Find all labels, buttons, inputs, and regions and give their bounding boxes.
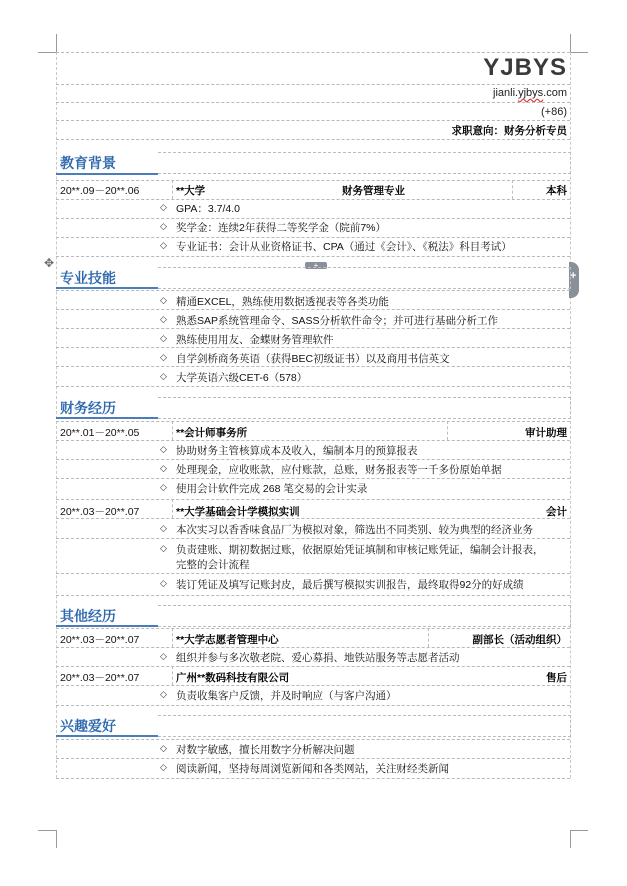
diamond-bullet-icon: ◇ — [160, 762, 167, 772]
diamond-bullet-icon: ◇ — [160, 352, 167, 362]
section-title-other: 其他经历 — [60, 608, 116, 624]
cell-divider — [172, 499, 173, 518]
diamond-bullet-icon: ◇ — [160, 202, 167, 212]
entry-major: 财务管理专业 — [342, 185, 405, 197]
diamond-bullet-icon: ◇ — [160, 651, 167, 661]
entry-date: 20**.09－20**.06 — [60, 185, 140, 197]
row-line — [56, 478, 570, 479]
list-item: 专业证书：会计从业资格证书、CPA（通过《会计》、《税法》科目考试） — [176, 241, 512, 253]
entry-role: 售后 — [546, 672, 567, 684]
section-underline — [56, 417, 158, 419]
cell-divider — [447, 421, 448, 440]
row-line — [56, 685, 570, 686]
row-line — [56, 518, 570, 519]
list-item: 阅读新闻，坚持每周浏览新闻和各类网站，关注财经类新闻 — [176, 763, 449, 775]
list-item: 完整的会计流程 — [176, 559, 250, 571]
list-item: 装订凭证及填写记账封皮，最后撰写模拟实训报告，最终取得92分的好成绩 — [176, 579, 524, 591]
website[interactable] — [493, 87, 567, 99]
row-line — [56, 739, 570, 740]
diamond-bullet-icon: ◇ — [160, 444, 167, 454]
row-line — [56, 573, 570, 574]
crop-mark — [570, 34, 571, 52]
row-line — [56, 459, 570, 460]
list-item: 负责建账、期初数据过账，依据原始凭证填制和审核记账凭证，编制会计报表， — [176, 544, 544, 556]
row-line — [56, 256, 570, 257]
diamond-bullet-icon: ◇ — [160, 482, 167, 492]
cell-divider — [512, 180, 513, 199]
list-item: 熟悉SAP系统管理命令、SASS分析软件命令；并可进行基础分析工作 — [176, 315, 499, 327]
crop-mark — [570, 830, 588, 831]
row-line — [56, 705, 570, 706]
section-title-filler — [158, 397, 571, 419]
section-title-finance: 财务经历 — [60, 400, 116, 416]
diamond-bullet-icon: ◇ — [160, 371, 167, 381]
entry-date: 20**.01－20**.05 — [60, 427, 140, 439]
row-line — [56, 440, 570, 441]
diamond-bullet-icon: ◇ — [160, 240, 167, 250]
diamond-bullet-icon: ◇ — [160, 221, 167, 231]
row-line — [56, 309, 570, 310]
row-line — [56, 199, 570, 200]
entry-role: 会计 — [546, 506, 567, 518]
cell-divider — [172, 421, 173, 440]
entry-date: 20**.03－20**.07 — [60, 672, 140, 684]
row-line — [56, 218, 570, 219]
diamond-bullet-icon: ◇ — [160, 333, 167, 343]
section-title-skills: 专业技能 — [60, 270, 116, 286]
list-item: 使用会计软件完成 268 笔交易的会计实录 — [176, 483, 368, 495]
add-column-icon: + — [570, 270, 577, 282]
row-line — [56, 421, 570, 422]
row-line — [56, 499, 570, 500]
row-line — [56, 647, 570, 648]
entry-org: **会计师事务所 — [176, 427, 248, 439]
section-title-filler — [158, 605, 571, 627]
row-line — [56, 180, 570, 181]
insert-row-icon[interactable]: + — [305, 262, 327, 269]
list-item: 本次实习以香香味食品厂为模拟对象，筛选出不同类别、较为典型的经济业务 — [176, 524, 533, 536]
crop-mark — [38, 52, 56, 53]
diamond-bullet-icon: ◇ — [160, 578, 167, 588]
entry-org: 广州**数码科技有限公司 — [176, 672, 290, 684]
row-line — [56, 628, 570, 629]
row-line — [56, 666, 570, 667]
entry-degree: 本科 — [546, 185, 567, 197]
list-item: 精通EXCEL，熟练使用数据透视表等各类功能 — [176, 296, 389, 308]
list-item: 对数字敏感，擅长用数字分析解决问题 — [176, 744, 355, 756]
diamond-bullet-icon: ◇ — [160, 523, 167, 533]
cell-divider — [172, 628, 173, 647]
row-line — [56, 120, 570, 121]
row-line — [56, 347, 570, 348]
row-line — [56, 386, 570, 387]
cell-divider — [172, 180, 173, 199]
section-title-filler — [158, 715, 571, 737]
diamond-bullet-icon: ◇ — [160, 314, 167, 324]
list-item: 大学英语六级CET-6（578） — [176, 372, 308, 384]
row-line — [56, 595, 570, 596]
list-item: 熟练使用用友、金蝶财务管理软件 — [176, 334, 334, 346]
job-objective: 求职意向：财务分析专员 — [451, 125, 567, 137]
entry-date: 20**.03－20**.07 — [60, 506, 140, 518]
row-line — [56, 328, 570, 329]
entry-date: 20**.03－20**.07 — [60, 634, 140, 646]
crop-mark — [56, 34, 57, 52]
entry-org: **大学 — [176, 185, 206, 197]
list-item: 组织并参与多次敬老院、爱心募捐、地铁站服务等志愿者活动 — [176, 652, 460, 664]
table-border — [56, 52, 57, 778]
list-item: 自学剑桥商务英语（获得BEC初级证书）以及商用书信英文 — [176, 353, 450, 365]
candidate-name: YJBYS — [483, 54, 567, 81]
cell-divider — [172, 666, 173, 685]
diamond-bullet-icon: ◇ — [160, 743, 167, 753]
row-line — [56, 758, 570, 759]
crop-mark — [570, 830, 571, 848]
row-line — [56, 366, 570, 367]
diamond-bullet-icon: ◇ — [160, 295, 167, 305]
cell-divider — [428, 628, 429, 647]
section-title-filler — [158, 152, 571, 174]
entry-role: 副部长（活动组织） — [472, 634, 567, 646]
list-item: 奖学金：连续2年获得二等奖学金（院前7%） — [176, 222, 387, 234]
diamond-bullet-icon: ◇ — [160, 689, 167, 699]
table-move-handle-icon[interactable]: ✥ — [44, 256, 55, 270]
list-item: 协助财务主管核算成本及收入，编制本月的预算报表 — [176, 445, 418, 457]
phone: (+86) — [541, 106, 567, 118]
section-underline — [56, 173, 158, 175]
diamond-bullet-icon: ◇ — [160, 543, 167, 553]
diamond-bullet-icon: ◇ — [160, 463, 167, 473]
row-line — [56, 139, 570, 140]
row-line — [56, 290, 570, 291]
crop-mark — [38, 830, 56, 831]
section-title-filler — [158, 267, 571, 289]
section-title-hobbies: 兴趣爱好 — [60, 718, 116, 734]
website-prefix: jianli. — [493, 87, 519, 99]
row-line — [56, 778, 570, 779]
entry-role: 审计助理 — [525, 427, 567, 439]
crop-mark — [56, 830, 57, 848]
row-line — [56, 84, 570, 85]
row-line — [56, 538, 570, 539]
list-item: 处理现金，应收账款，应付账款，总账，财务报表等一千多份原始单据 — [176, 464, 502, 476]
row-line — [56, 237, 570, 238]
crop-mark — [570, 52, 588, 53]
list-item: GPA：3.7/4.0 — [176, 203, 241, 215]
website-domain: yjbys — [518, 87, 544, 99]
section-underline — [56, 287, 158, 289]
entry-org: **大学基础会计学模拟实训 — [176, 506, 300, 518]
row-line — [56, 52, 570, 53]
section-underline — [56, 735, 158, 737]
section-title-education: 教育背景 — [60, 155, 116, 171]
row-line — [56, 102, 570, 103]
section-underline — [56, 625, 158, 627]
website-suffix: .com — [543, 87, 567, 99]
list-item: 负责收集客户反馈，并及时响应（与客户沟通） — [176, 690, 397, 702]
entry-org: **大学志愿者管理中心 — [176, 634, 279, 646]
